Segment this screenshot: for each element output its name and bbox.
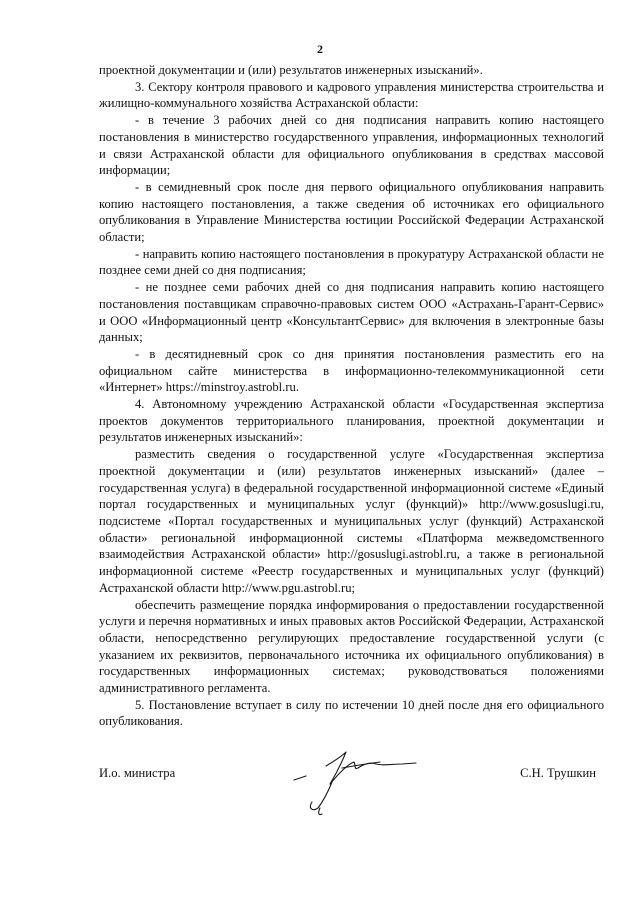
- paragraph: проектной документации и (или) результатов инженерных изысканий».: [99, 63, 483, 77]
- paragraph: 4. Автономному учреждению Астраханской области «Государственная экспертиза проектов документов территориального планирования, проектной документации и результатов инженерных изысканий»:: [99, 397, 604, 445]
- paragraph: 5. Постановление вступает в силу по истечении 10 дней после дня его официального опубликования.: [99, 697, 604, 729]
- paragraph: - в семидневный срок после дня первого официального опубликования направить копию настоящего постановления, а также сведения об источниках его официального опубликования в Управление Министерства юстиции Российской Федерации Астраханской области;: [99, 179, 604, 245]
- paragraph: 3. Сектору контроля правового и кадрового управления министерства строительства и жилищно-коммунального хозяйства Астраханской области:: [99, 79, 604, 111]
- signature-block: [99, 758, 604, 838]
- paragraph: разместить сведения о государственной услуге «Государственная экспертиза проектной документации и (или) результатов инженерных изысканий» (далее – государственная услуга) в федеральной государственной информационной системе «Единый портал государственных и муниципальных услуг (функций)» http://www.gosuslugi.ru, подсистеме «Портал государственных и муниципальных услуг (функций) Астраханской области» региональной информационной системы «Платформа межведомственного взаимодействия Астраханской области» http://gosuslugi.astrobl.ru, а также в региональной информационной системе «Реестр государственных и муниципальных услуг (функций) Астраханской области http://www.pgu.astrobl.ru;: [99, 447, 604, 595]
- paragraph: - не позднее семи рабочих дней со дня подписания направить копию настоящего постановления поставщикам справочно-правовых систем ООО «Астрахань-Гарант-Сервис» и ООО «Информационный центр «КонсультантСервис» для включения в электронные базы данных;: [99, 280, 604, 345]
- signatory-name: С.Н. Трушкин: [520, 766, 596, 780]
- paragraph: - в десятидневный срок со дня принятия постановления разместить его на официальном сайте министерства в информационно-телекоммуникационной сети «Интернет» https://minstroy.astrobl.ru.: [99, 346, 604, 395]
- signatory-position: И.о. министра: [99, 766, 176, 780]
- paragraph: обеспечить размещение порядка информирования о предоставлении государственной услуги и перечня нормативных и иных правовых актов Российской Федерации, Астраханской области, непосредственно регулирующих предоставление государственной услуги (с указанием их реквизитов, первоначального источника их официального опубликования) в государственных информационных системах; руководствоваться положениями административного регламента.: [99, 597, 604, 696]
- document-body: [99, 62, 604, 730]
- paragraph: - в течение 3 рабочих дней со дня подписания направить копию настоящего постановления в министерство государственного управления, информационных технологий и связи Астраханской области для официального опубликования в средствах массовой информации;: [99, 113, 604, 178]
- paragraph: - направить копию настоящего постановления в прокуратуру Астраханской области не позднее семи дней со дня подписания;: [99, 246, 604, 278]
- handwritten-signature: [284, 742, 444, 822]
- page-number: 2: [317, 42, 323, 56]
